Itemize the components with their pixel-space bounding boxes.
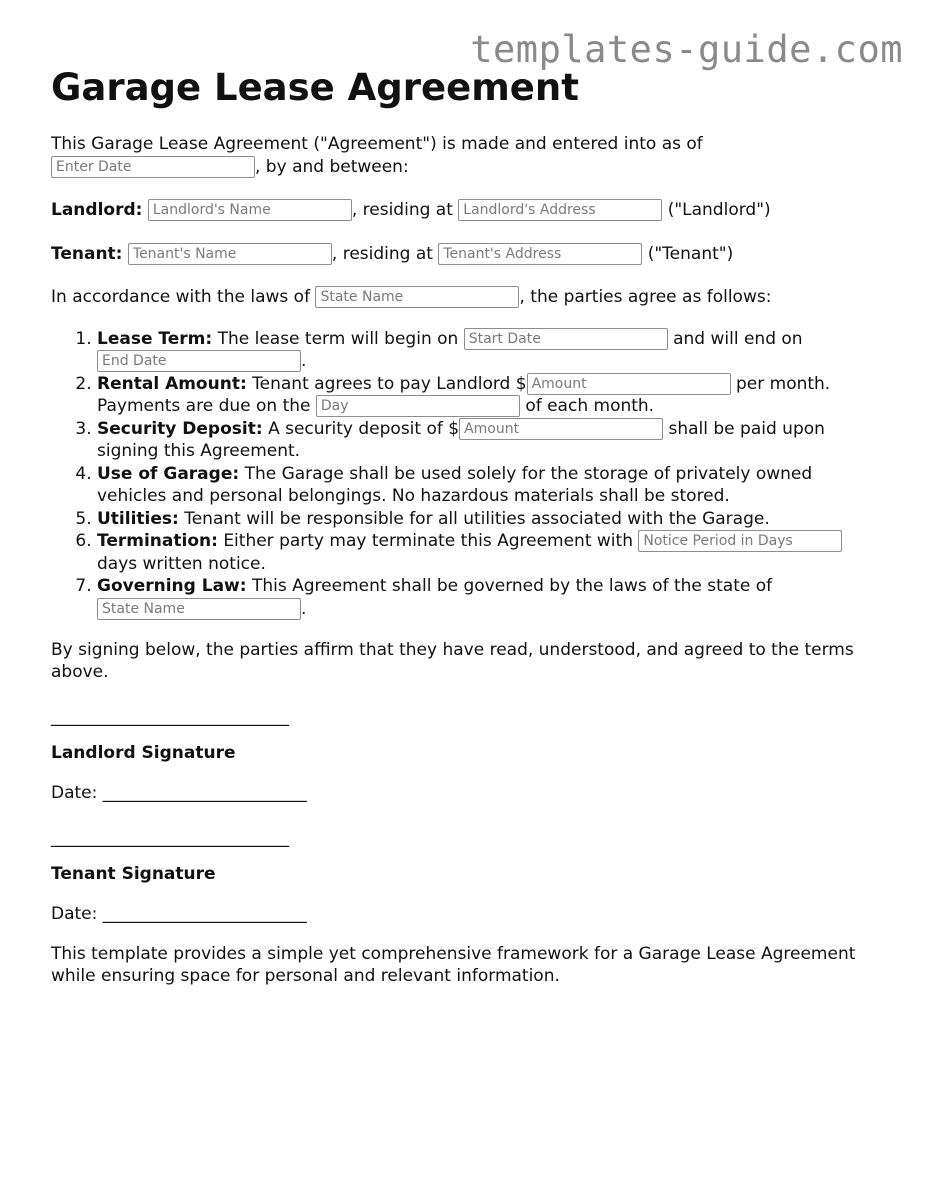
tenant-line [51,243,881,266]
landlord-label: Landlord: [51,200,143,220]
term-text: Tenant will be responsible for all utilities associated with the Garage. [184,508,770,529]
watermark: templates-guide.com [470,28,903,71]
landlord-residing-text: , residing at [351,200,453,220]
term-text: days written notice. [97,553,266,574]
term-text: The Garage shall be used solely for the storage of privately owned vehicles and personal belongings. No hazardous materials shall be stored. [97,463,813,506]
landlord-line [51,199,881,222]
landlord-signature-label: Landlord Signature [51,743,236,763]
tenant-date-line: Date: ________________________ [51,903,307,924]
term-text: per month. [735,373,831,394]
term-label: Rental Amount: [97,373,247,394]
term-label: Security Deposit: [97,418,263,439]
end-date-input[interactable] [97,350,301,372]
deposit-amount-input[interactable] [459,418,663,440]
term-governing-law [97,575,881,620]
tenant-signature-label: Tenant Signature [51,864,216,884]
state-name-input[interactable] [315,286,519,308]
term-label: Governing Law: [97,576,247,596]
term-text: Either party may terminate this Agreement with [223,531,633,551]
footer-note: This template provides a simple yet comprehensive framework for a Garage Lease Agreement while ensuring space for personal and relevant information. [51,944,856,986]
affirm-paragraph: By signing below, the parties affirm that they have read, understood, and agreed to the terms above. [51,640,854,682]
laws-line [51,286,881,309]
term-security-deposit [97,418,881,463]
start-date-input[interactable] [464,328,668,350]
term-utilities [97,508,881,531]
term-text: A security deposit of $ [268,418,460,439]
term-lease-term [97,328,881,373]
tenant-signature-line: ____________________________ [51,828,289,848]
term-label: Termination: [97,531,218,551]
tenant-label: Tenant: [51,243,123,264]
term-label: Utilities: [97,508,179,529]
rent-amount-input[interactable] [527,373,731,395]
tenant-suffix: ("Tenant") [647,243,734,264]
governing-state-input[interactable] [97,598,301,620]
term-text: and will end on [673,328,803,349]
term-text: of each month. [525,396,655,416]
term-text: Payments are due on the [97,396,311,416]
term-termination [97,530,881,575]
term-text: Tenant agrees to pay Landlord $ [252,373,527,394]
term-text: . [301,351,307,371]
tenant-address-input[interactable] [438,243,642,265]
intro-paragraph [51,134,881,178]
agreement-date-input[interactable] [51,156,255,178]
term-use-of-garage [97,463,881,508]
intro-text-after: , by and between: [255,156,409,177]
term-text: The lease term will begin on [217,328,459,349]
laws-text: In accordance with the laws of [51,287,311,307]
landlord-name-input[interactable] [148,199,352,221]
term-label: Lease Term: [97,328,213,349]
tenant-residing-text: , residing at [331,243,433,264]
term-rental-amount [97,373,881,418]
document [51,66,881,987]
page-title: Garage Lease Agreement [51,66,579,109]
terms-list [51,328,881,621]
term-label: Use of Garage: [97,463,240,484]
laws-text-after: , the parties agree as follows: [519,287,772,307]
notice-period-input[interactable] [638,530,842,552]
landlord-address-input[interactable] [458,199,662,221]
payment-day-input[interactable] [316,395,520,417]
term-text: shall be paid upon signing this Agreement. [97,418,825,461]
tenant-name-input[interactable] [128,243,332,265]
landlord-date-line: Date: ________________________ [51,782,307,803]
term-text: This Agreement shall be governed by the laws of the state of [251,576,773,596]
term-text: . [301,598,307,619]
intro-text: This Garage Lease Agreement ("Agreement") is made and entered into as of [51,134,703,154]
landlord-signature-line: ____________________________ [51,707,289,727]
landlord-suffix: ("Landlord") [667,200,771,220]
